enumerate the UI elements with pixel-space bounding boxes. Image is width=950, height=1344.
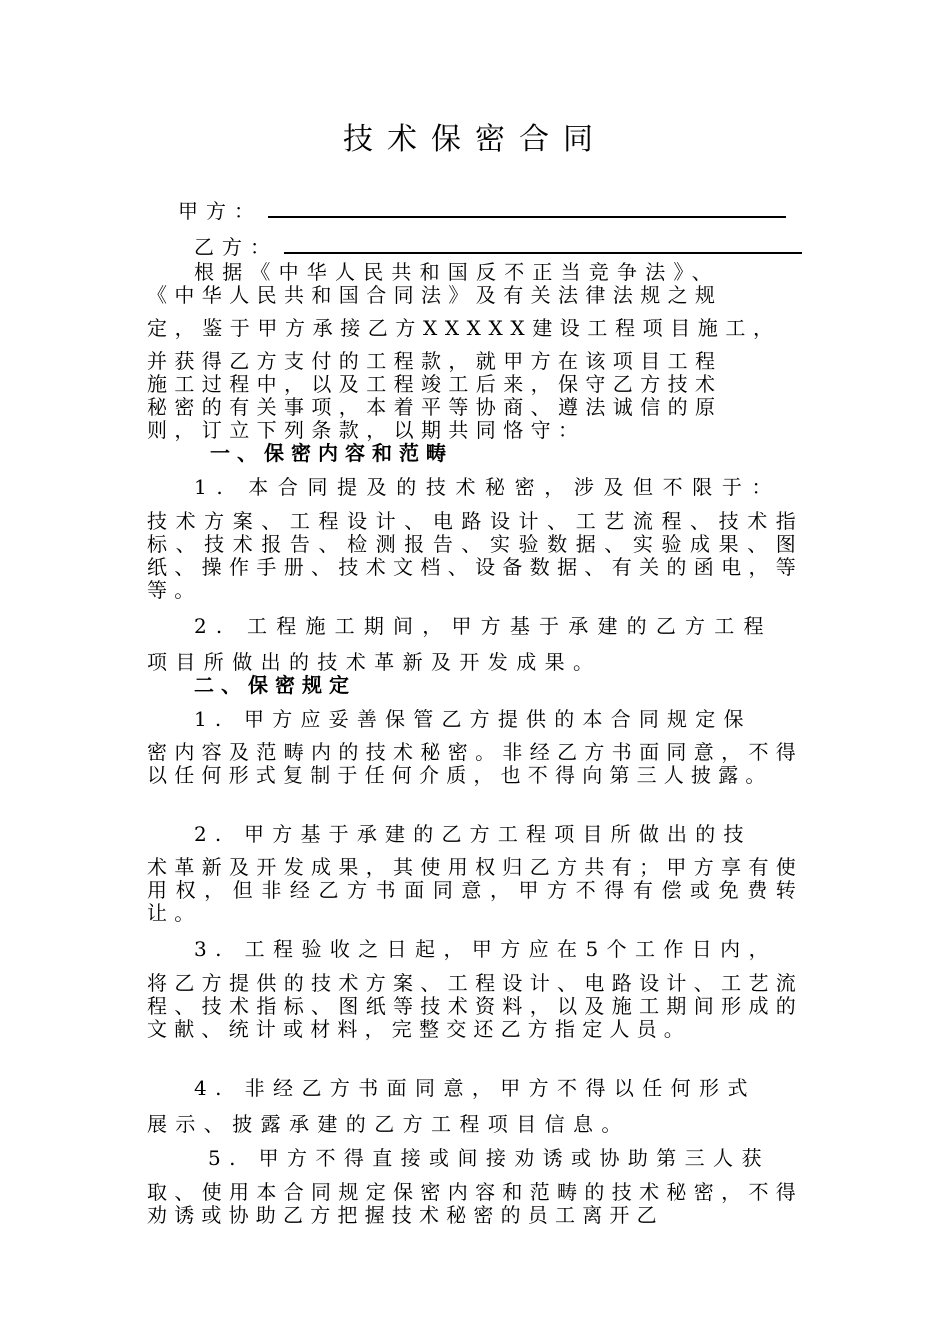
party-a-label: 甲方：	[178, 199, 262, 223]
preamble-line: 则，订立下列条款，以期共同恪守：	[147, 418, 586, 442]
clause-body: 项目所做出的技术革新及开发成果。	[147, 650, 602, 674]
document-title: 技术保密合同	[343, 122, 607, 157]
preamble-line: 施工过程中，以及工程竣工后来，保守乙方技术	[147, 372, 723, 396]
section-heading: 一、保密内容和范畴	[210, 441, 453, 465]
party-b-blank-line	[284, 232, 802, 254]
clause-body: 密内容及范畴内的技术秘密。非经乙方书面同意，不得以任何形式复制于任何介质，也不得向第三人披露。	[147, 740, 803, 787]
clause-lead: 3. 工程验收之日起，甲方应在5个工作日内，	[194, 937, 777, 961]
preamble-line: 定，鉴于甲方承接乙方XXXXX建设工程项目施工，	[147, 316, 781, 340]
preamble-line: 根据《中华人民共和国反不正当竞争法》、	[194, 260, 720, 284]
party-b-row	[194, 232, 802, 261]
clause-lead: 2. 甲方基于承建的乙方工程项目所做出的技	[194, 822, 752, 846]
clause-lead: 1. 甲方应妥善保管乙方提供的本合同规定保	[194, 707, 752, 731]
clause-lead: 4. 非经乙方书面同意，甲方不得以任何形式	[194, 1076, 756, 1100]
preamble-line: 并获得乙方支付的工程款，就甲方在该项目工程	[147, 349, 723, 373]
clause-body: 取、使用本合同规定保密内容和范畴的技术秘密，不得劝诱或协助乙方把握技术秘密的员工离开乙	[147, 1180, 803, 1227]
clause-body: 将乙方提供的技术方案、工程设计、电路设计、工艺流程、技术指标、图纸等技术资料，以及施工期间形成的文献、统计或材料，完整交还乙方指定人员。	[147, 971, 803, 1041]
clause-body: 展示、披露承建的乙方工程项目信息。	[147, 1112, 630, 1136]
section-heading: 二、保密规定	[194, 673, 356, 697]
party-a-row	[178, 196, 786, 225]
clause-lead: 5. 甲方不得直接或间接劝诱或协助第三人获	[208, 1146, 770, 1170]
clause-body: 技术方案、工程设计、电路设计、工艺流程、技术指标、技术报告、检测报告、实验数据、实验成果、图纸、操作手册、技术文档、设备数据、有关的函电，等等。	[147, 509, 803, 602]
clause-body: 术革新及开发成果，其使用权归乙方共有；甲方享有使用权，但非经乙方书面同意，甲方不得有偿或免费转让。	[147, 855, 803, 925]
preamble-line: 秘密的有关事项，本着平等协商、遵法诚信的原	[147, 395, 723, 419]
clause-lead: 1. 本合同提及的技术秘密，涉及但不限于：	[194, 475, 782, 499]
preamble-line: 《中华人民共和国合同法》及有关法律法规之规	[147, 283, 723, 307]
party-b-label: 乙方：	[194, 235, 278, 259]
clause-lead: 2. 工程施工期间，甲方基于承建的乙方工程	[194, 614, 773, 638]
party-a-blank-line	[268, 196, 786, 218]
